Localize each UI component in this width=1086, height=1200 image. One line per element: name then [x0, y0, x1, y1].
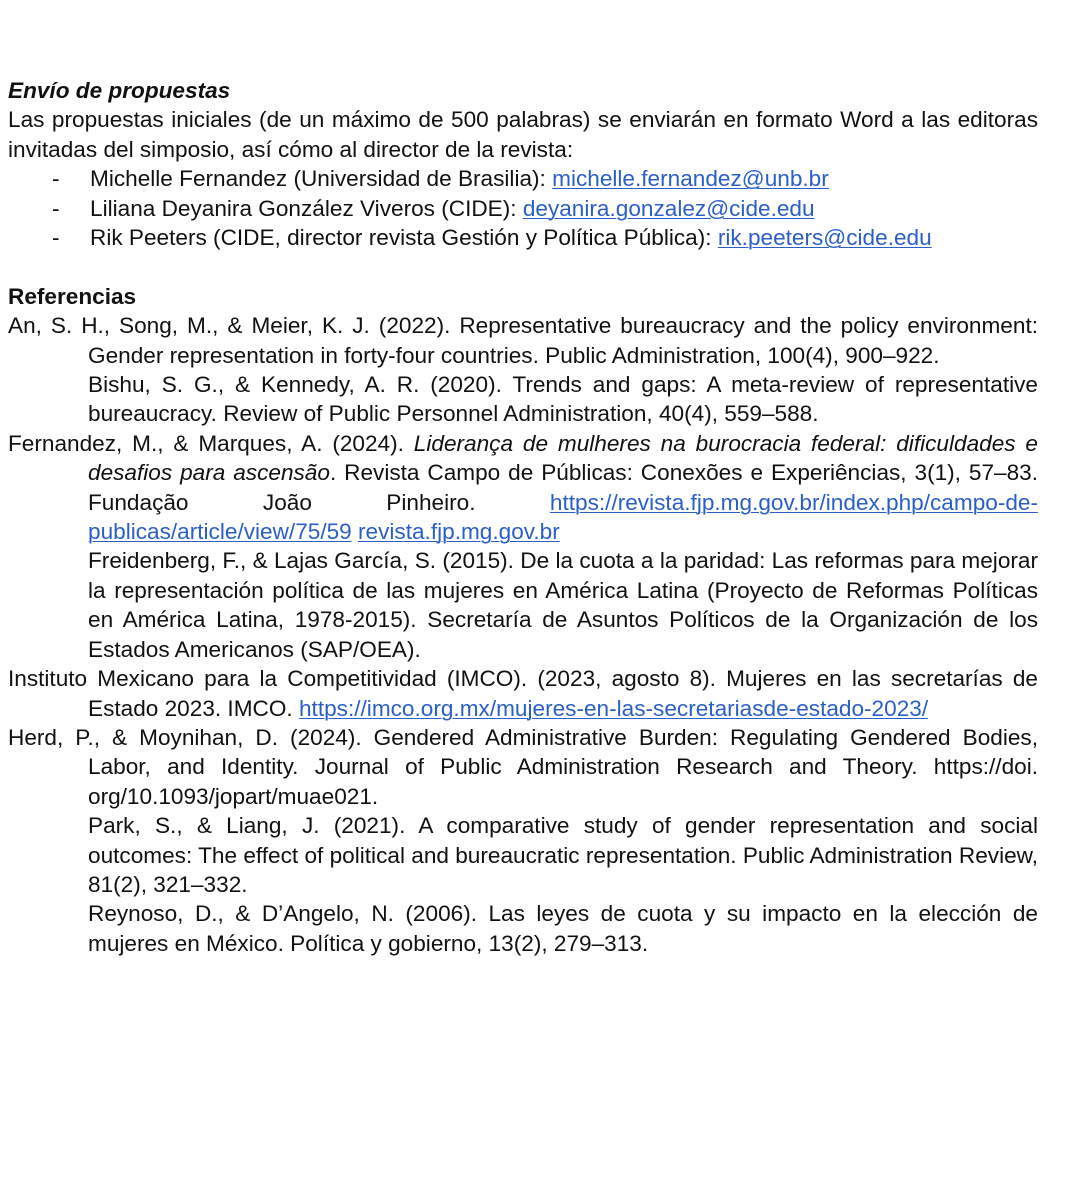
submission-intro: Las propuestas iniciales (de un máximo de 500 palabras) se enviarán en formato Word a las editoras invitadas del simposio, así cómo al director de la revista: — [8, 107, 1038, 162]
reference-imco — [8, 664, 1038, 723]
contact-item — [8, 223, 1038, 252]
contact-text: Rik Peeters (CIDE, director revista Gestión y Política Pública): — [90, 225, 718, 251]
email-link[interactable]: michelle.fernandez@unb.br — [552, 166, 829, 192]
document-page — [8, 76, 1038, 958]
email-link[interactable]: rik.peeters@cide.edu — [717, 225, 932, 251]
reference-herd: Herd, P., & Moynihan, D. (2024). Gendered Administrative Burden: Regulating Gendered Bodies, Labor, and Identity. Journal of Public Administration Research and Theory. https://doi. org/10.1093/jopart/muae021. — [8, 724, 1038, 809]
submission-heading: Envío de propuestas — [8, 78, 231, 103]
reference-url-link[interactable]: https://revista.fjp.mg.gov.br/index.php/campo-de-publicas/article/view/75/59 — [88, 489, 1038, 545]
reference-url-link[interactable]: https://imco.org.mx/mujeres-en-las-secretariasde-estado-2023/ — [298, 695, 929, 721]
reference-fernandez — [8, 429, 1038, 547]
reference-freidenberg: Freidenberg, F., & Lajas García, S. (2015). De la cuota a la paridad: Las reformas para mejorar la representación política de las mujeres en América Latina (Proyecto de Reformas Políticas en América Latina, 1978-2015). Secretaría de Asuntos Políticos de la Organización de los Estados Americanos (SAP/OEA). — [88, 548, 1038, 662]
reference-reynoso: Reynoso, D., & D’Angelo, N. (2006). Las leyes de cuota y su impacto en la elección de mujeres en México. Política y gobierno, 13(2), 279–313. — [88, 901, 1038, 956]
contact-text: Liliana Deyanira González Viveros (CIDE): — [90, 195, 523, 221]
contact-item — [8, 194, 1038, 223]
bullet-dash: - — [52, 225, 60, 251]
contact-list — [8, 164, 1038, 252]
bullet-dash: - — [52, 166, 60, 192]
reference-an: An, S. H., Song, M., & Meier, K. J. (2022). Representative bureaucracy and the policy environment: Gender representation in forty-four countries. Public Administration, 100(4), 900–922. — [8, 313, 1038, 368]
email-link[interactable]: deyanira.gonzalez@cide.edu — [522, 195, 815, 221]
reference-title: Liderança de mulheres na burocracia federal: dificuldades e desafios para ascensão — [88, 430, 1038, 486]
reference-authors: Fernandez, M., & Marques, A. (2024). — [8, 430, 414, 456]
contact-text: Michelle Fernandez (Universidad de Brasilia): — [90, 166, 553, 192]
reference-park: Park, S., & Liang, J. (2021). A comparative study of gender representation and social outcomes: The effect of political and bureaucratic representation. Public Administration Review, 81(2), 321–332. — [88, 813, 1038, 897]
bullet-dash: - — [52, 195, 60, 221]
contact-item — [8, 164, 1038, 193]
reference-details: Instituto Mexicano para la Competitividad (IMCO). (2023, agosto 8). Mujeres en las secretarías de Estado 2023. IMCO. — [8, 666, 1038, 721]
section-spacer — [8, 252, 1038, 281]
references-heading: Referencias — [8, 283, 137, 309]
reference-details: . Revista Campo de Públicas: Conexões e Experiências, 3(1), 57–83. Fundação João Pinheiro. — [88, 460, 1038, 515]
reference-domain-link[interactable]: revista.fjp.mg.gov.br — [358, 519, 560, 545]
reference-bishu: Bishu, S. G., & Kennedy, A. R. (2020). Trends and gaps: A meta-review of representative bureaucracy. Review of Public Personnel Administration, 40(4), 559–588. — [88, 372, 1038, 427]
